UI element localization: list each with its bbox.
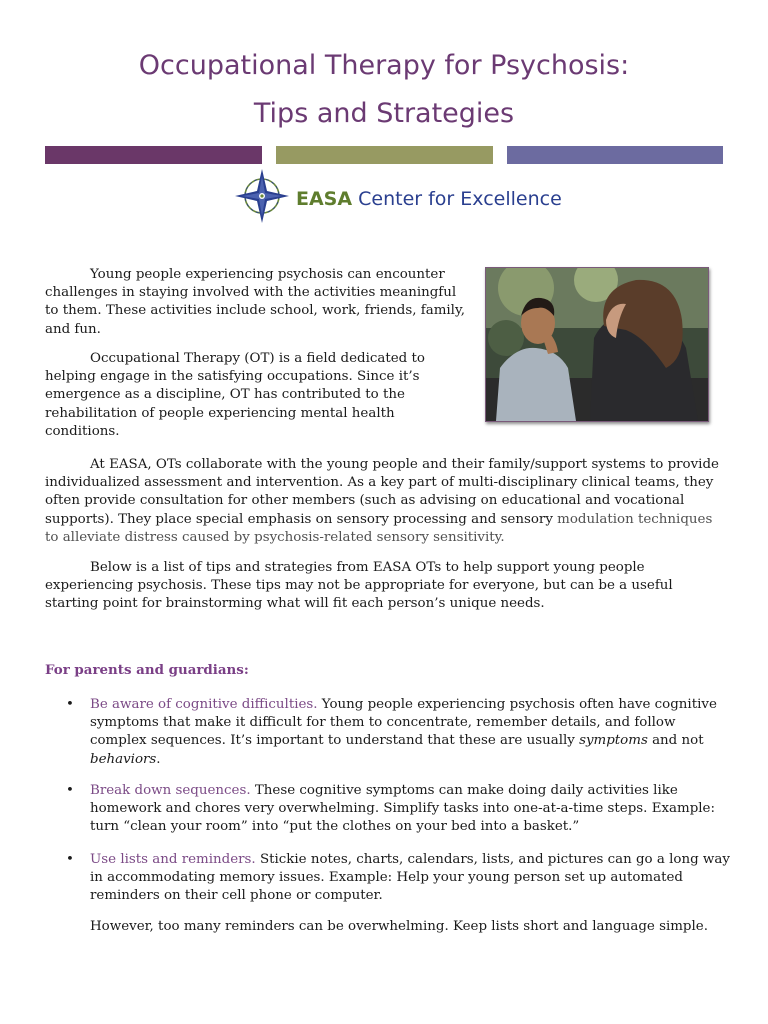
counseling-photo [485, 267, 709, 422]
divider-bar-purple [45, 146, 262, 164]
bullet-symbol: • [66, 783, 74, 798]
bullet-text-mid: and not [647, 733, 704, 749]
bullet-lead: Use lists and reminders. [90, 852, 256, 867]
ot-definition-paragraph: Occupational Therapy (OT) is a field dedicated to helping engage in the satisfying occupations. Since it’s emergence as a discipline, OT has contributed to the rehabilitation of people experiencing mental health conditions. [45, 351, 425, 439]
easa-ots-paragraph-tail: modulation techniques to alleviate distress caused by psychosis-related sensory sensitivity. [45, 511, 713, 545]
bullet-symbol: • [66, 852, 74, 867]
easa-logo [234, 168, 562, 224]
tips-intro-paragraph: Below is a list of tips and strategies from EASA OTs to help support young people experiencing psychosis. These tips may not be appropriate for everyone, but can be a useful starting point for brainstorming what will fit each person’s unique needs. [45, 560, 673, 612]
section-heading-parents: For parents and guardians: [45, 662, 249, 678]
bullet-lead: Be aware of cognitive difficulties. [90, 697, 318, 712]
logo-text [296, 188, 562, 210]
logo-brand: EASA [296, 188, 353, 210]
divider-bar-blue [507, 146, 723, 164]
page-title-line-2: Tips and Strategies [253, 98, 515, 129]
divider-bar-olive [276, 146, 493, 164]
bullet-lead: Break down sequences. [90, 783, 251, 798]
bullet-emphasis: behaviors [90, 751, 157, 767]
bullet-symbol: • [66, 697, 74, 712]
compass-star-icon [234, 168, 290, 224]
list-item [66, 696, 730, 769]
list-item [66, 782, 730, 837]
logo-subtitle: Center for Excellence [358, 188, 562, 210]
bullet-text-end: . [156, 751, 161, 767]
bullet-text: Stickie notes, charts, calendars, lists, and pictures can go a long way in accommodating memory issues. Example: Help your young person set up automated reminders on their cell phone or computer. [90, 852, 730, 904]
page-title-line-1: Occupational Therapy for Psychosis: [138, 50, 630, 81]
list-item [66, 851, 730, 906]
bullet-text: Young people experiencing psychosis often have cognitive symptoms that make it difficult for them to concentrate, remember details, and follow complex sequences. It’s important to understand that these are usually [90, 697, 717, 749]
bullet-text: These cognitive symptoms can make doing daily activities like homework and chores very overwhelming. Simplify tasks into one-at-a-time steps. Example: turn “clean your room” into “put the clothes on your bed into a basket.” [90, 783, 715, 835]
list-item-followup: However, too many reminders can be overwhelming. Keep lists short and language simple. [90, 919, 708, 934]
intro-paragraph: Young people experiencing psychosis can encounter challenges in staying involved with the activities meaningful to them. These activities include school, work, friends, family, and fun. [45, 267, 466, 337]
bullet-emphasis: symptoms [579, 733, 648, 749]
easa-ots-paragraph [45, 456, 725, 547]
easa-ots-paragraph-main: At EASA, OTs collaborate with the young people and their family/support systems to provide individualized assessment and intervention. As a key part of multi-disciplinary clinical teams, they often provide consultation for other members (such as advising on educational and vocational supports). They place special emphasis on sensory processing and sensory [45, 457, 719, 527]
